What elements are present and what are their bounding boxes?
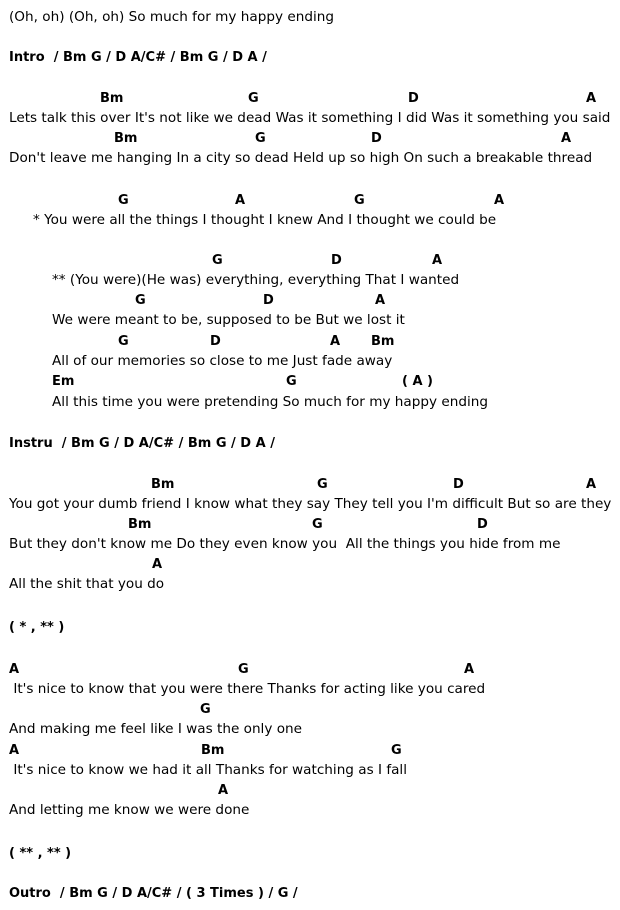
chord: Em: [52, 374, 75, 389]
verse2-lyric-2: But they don't know me Do they even know you All the things you hide from me: [9, 536, 561, 552]
chord: D: [210, 334, 221, 349]
bridge-lyric-1: It's nice to know that you were there Thanks for acting like you cared: [9, 681, 486, 697]
chorus-lyric-3: All of our memories so close to me Just fade away: [52, 353, 393, 369]
chord: ( A ): [402, 374, 433, 389]
chord: A: [586, 91, 597, 106]
bridge-lyric-2: And making me feel like I was the only one: [9, 721, 302, 737]
chord: G: [248, 91, 259, 106]
chord: G: [312, 517, 323, 532]
opening-lyric: (Oh, oh) (Oh, oh) So much for my happy ending: [9, 9, 334, 25]
chord: G: [238, 662, 249, 677]
bridge-lyric-3: It's nice to know we had it all Thanks for watching as I fall: [9, 762, 407, 778]
chord: G: [135, 293, 146, 308]
chord: A: [235, 193, 246, 208]
repeat-marker-2: ( ** , ** ): [9, 846, 72, 861]
chord: A: [586, 477, 597, 492]
repeat-marker-1: ( * , ** ): [9, 620, 65, 635]
chord: D: [371, 131, 382, 146]
verse2-chord-line-3: [0, 556, 620, 574]
chord: G: [286, 374, 297, 389]
chord: G: [354, 193, 365, 208]
chord: A: [152, 557, 163, 572]
chord: G: [200, 702, 211, 717]
chorus-chord-line-4: [0, 373, 620, 391]
chord: A: [218, 783, 229, 798]
verse2-chord-line-2: [0, 516, 620, 534]
verse1-lyric-1: Lets talk this over It's not like we dead Was it something I did Was it something you said: [9, 110, 611, 126]
verse1-chord-line-2: [0, 130, 620, 148]
bridge-chord-line-3: [0, 742, 620, 760]
chord: Bm: [100, 91, 124, 106]
chord: Bm: [114, 131, 138, 146]
outro-chords: Outro / Bm G / D A/C# / ( 3 Times ) / G /: [9, 886, 298, 901]
chord: A: [375, 293, 386, 308]
chord: G: [391, 743, 402, 758]
verse2-chord-line-1: [0, 476, 620, 494]
bridge-chord-line-2: [0, 701, 620, 719]
chorus-chord-line-3: [0, 333, 620, 351]
prechorus-chord-line: [0, 192, 620, 210]
verse2-lyric-1: You got your dumb friend I know what they say They tell you I'm difficult But so are they: [9, 496, 612, 512]
chord: Bm: [151, 477, 175, 492]
chord: A: [464, 662, 475, 677]
chord: G: [118, 334, 129, 349]
verse2-lyric-3: All the shit that you do: [9, 576, 165, 592]
instrumental-chords: Instru / Bm G / D A/C# / Bm G / D A /: [9, 436, 275, 451]
chord: Bm: [128, 517, 152, 532]
chord: A: [432, 253, 443, 268]
chord: A: [9, 662, 20, 677]
chord: G: [212, 253, 223, 268]
verse1-chord-line-1: [0, 90, 620, 108]
chorus-chord-line-1: [0, 252, 620, 270]
chord: Bm: [371, 334, 395, 349]
chorus-lyric-2: We were meant to be, supposed to be But we lost it: [52, 312, 405, 328]
chord: A: [561, 131, 572, 146]
chorus-chord-line-2: [0, 292, 620, 310]
chord: D: [331, 253, 342, 268]
chord: G: [255, 131, 266, 146]
prechorus-lyric: * You were all the things I thought I knew And I thought we could be: [33, 212, 497, 228]
chord: A: [494, 193, 505, 208]
chord: G: [118, 193, 129, 208]
chorus-lyric-4: All this time you were pretending So much for my happy ending: [52, 394, 489, 410]
chord: D: [453, 477, 464, 492]
chord: A: [330, 334, 341, 349]
chord: A: [9, 743, 20, 758]
chord: D: [408, 91, 419, 106]
bridge-chord-line-1: [0, 661, 620, 679]
verse1-lyric-2: Don't leave me hanging In a city so dead Held up so high On such a breakable thread: [9, 150, 593, 166]
chord: Bm: [201, 743, 225, 758]
bridge-lyric-4: And letting me know we were done: [9, 802, 250, 818]
bridge-chord-line-4: [0, 782, 620, 800]
chord: D: [263, 293, 274, 308]
chord: D: [477, 517, 488, 532]
intro-chords: Intro / Bm G / D A/C# / Bm G / D A /: [9, 50, 267, 65]
chord: G: [317, 477, 328, 492]
chorus-lyric-1: ** (You were)(He was) everything, everything That I wanted: [52, 272, 460, 288]
